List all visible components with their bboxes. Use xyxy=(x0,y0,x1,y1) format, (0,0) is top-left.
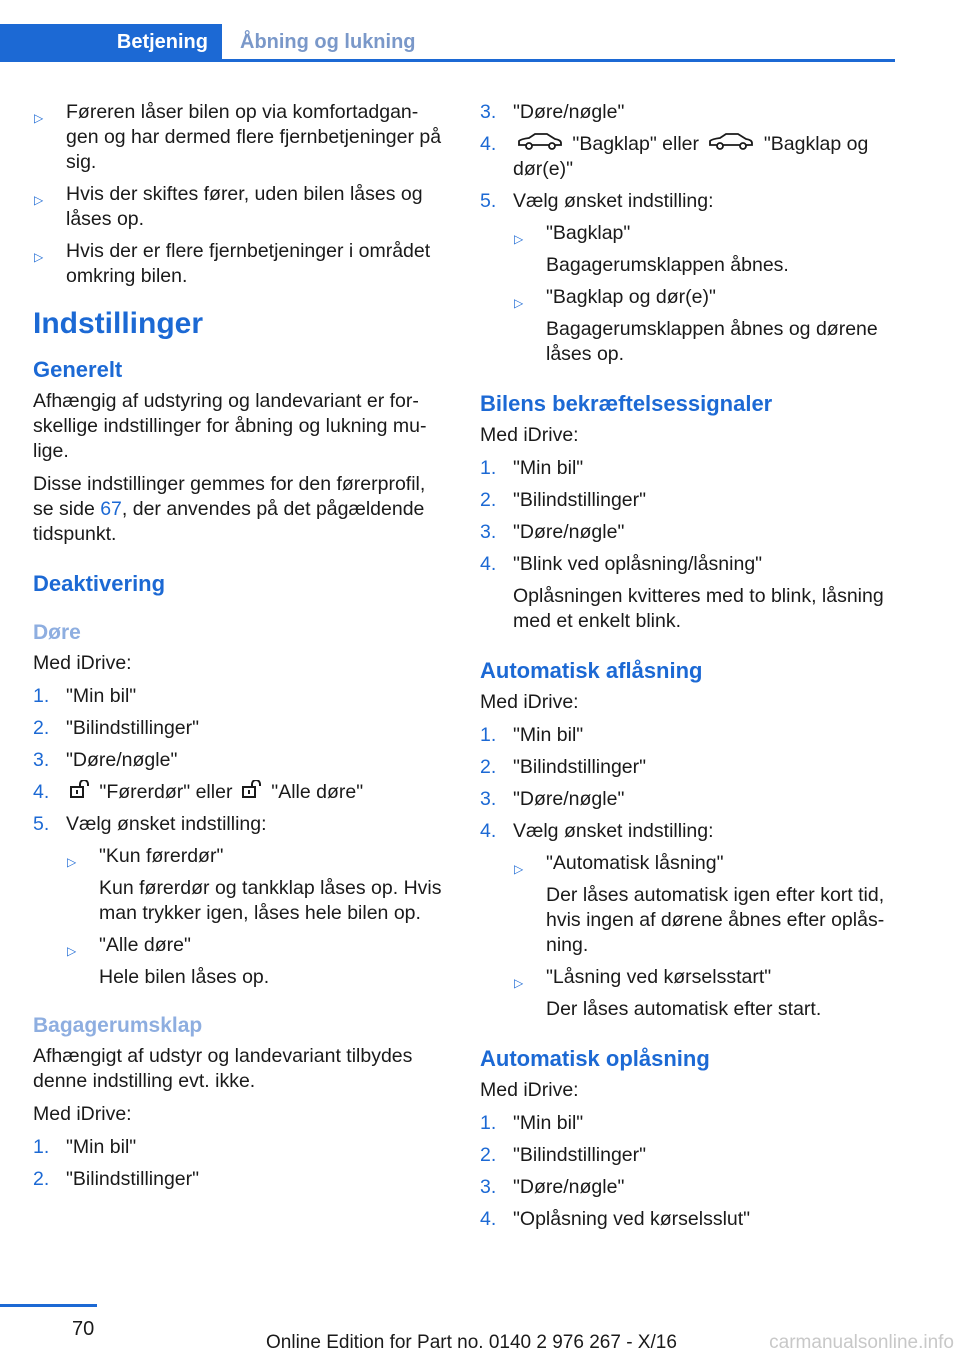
paragraph: Afhængigt af udstyr og landevariant tilbydes denne indstilling evt. ikke. xyxy=(33,1045,413,1093)
paragraph: Afhængig af udstyring og landevariant er for‐skellige indstillinger for åbning og lukning mu‐lige. xyxy=(33,390,427,462)
page-number: 70 xyxy=(72,1318,95,1340)
paragraph: Disse indstillinger gemmes for den førerprofil, se side 67, der anvendes på det pågældende tidspunkt. xyxy=(33,473,426,545)
page-link[interactable]: 67 xyxy=(100,498,122,520)
bullet-icon: ▷ xyxy=(514,232,524,247)
header-rule xyxy=(222,59,895,62)
list-item: 2. "Bilindstillinger" xyxy=(480,756,647,779)
subheading-automatisk-aflaasning: Automatisk aflåsning xyxy=(480,658,703,684)
list-item: 1. "Min bil" xyxy=(33,685,137,707)
option-item: ▷ "Alle døre" Hele bilen låses op. xyxy=(67,934,270,989)
list-item: 2. "Bilindstillinger" xyxy=(480,1144,647,1167)
bullet-icon: ▷ xyxy=(514,862,524,877)
section-label: Betjening xyxy=(116,31,208,53)
footer-rule xyxy=(0,1304,97,1307)
edition-note: Online Edition for Part no. 0140 2 976 267 - X/16 xyxy=(266,1332,677,1353)
lock-icon xyxy=(70,780,90,805)
paragraph: Med iDrive: xyxy=(480,1079,579,1102)
subheading-doere: Døre xyxy=(33,621,81,644)
steps-list xyxy=(480,723,900,1022)
subsection-label: Åbning og lukning xyxy=(240,31,416,53)
bullet-icon: ▷ xyxy=(34,111,44,125)
subheading-generelt: Generelt xyxy=(33,357,123,382)
list-item: 2. "Bilindstillinger" xyxy=(33,717,200,739)
list-item: 5. Vælg ønsket indstilling: ▷ "Kun førerdør" Kun førerdør og tankklap låses op. Hvis man trykker igen, låses hele bilen op. ▷ "Alle døre" Hele bilen låses op. xyxy=(33,812,448,990)
list-item: 3. "Døre/nøgle" xyxy=(480,788,625,811)
list-item: 4. "Førerdør" eller "Alle døre" xyxy=(33,780,448,805)
list-item: 3. "Døre/nøgle" xyxy=(480,101,625,123)
car-icon xyxy=(517,132,563,157)
watermark: carmanualsonline.info xyxy=(769,1332,954,1353)
list-item: 1. "Min bil" xyxy=(480,1112,584,1135)
bullet-icon: ▷ xyxy=(514,296,524,311)
paragraph: Med iDrive: xyxy=(480,424,579,447)
bullet-icon: ▷ xyxy=(34,193,44,207)
list-item: ▷ Hvis der skiftes fører, uden bilen låses og låses op. xyxy=(34,183,423,230)
steps-list xyxy=(33,684,448,990)
steps-list xyxy=(480,456,900,634)
list-item: 4. "Blink ved oplåsning/låsning" Oplåsningen kvitteres med to blink, låsning med et enkelt blink. xyxy=(480,553,884,633)
right-column xyxy=(480,100,900,1240)
list-item: 3. "Døre/nøgle" xyxy=(33,749,178,771)
list-item: ▷ Hvis der er flere fjernbetjeninger i området omkring bilen. xyxy=(34,240,431,287)
list-item: 5. Vælg ønsket indstilling: ▷ "Bagklap" Bagagerumsklappen åbnes. ▷ "Bagklap og dør(e)" Bagagerumsklappen åbnes og dørene låses op. xyxy=(480,189,900,367)
bullet-icon: ▷ xyxy=(514,976,524,991)
option-item: ▷ "Låsning ved kørselsstart" Der låses automatisk efter start. xyxy=(514,966,822,1021)
list-item: 4. Vælg ønsket indstilling: ▷ "Automatisk låsning" Der låses automatisk igen efter kort tid, hvis ingen af dørene åbnes efter oplås‐ning. ▷ "Låsning ved kørselsstart" Der låses automatisk efter start. xyxy=(480,819,900,1022)
list-item: 2. "Bilindstillinger" xyxy=(33,1168,200,1191)
option-item: ▷ "Bagklap" Bagagerumsklappen åbnes. xyxy=(514,222,789,277)
subheading-automatisk-oplaasning: Automatisk oplåsning xyxy=(480,1046,710,1072)
option-item: ▷ "Bagklap og dør(e)" Bagagerumsklappen åbnes og dørene låses op. xyxy=(514,286,878,366)
option-item: ▷ "Automatisk låsning" Der låses automatisk igen efter kort tid, hvis ingen af dørene åbnes efter oplås‐ning. xyxy=(514,852,885,957)
steps-list xyxy=(480,1111,900,1232)
list-item: 3. "Døre/nøgle" xyxy=(480,521,625,544)
subheading-bagagerumsklap: Bagagerumsklap xyxy=(33,1014,203,1038)
list-item: 1. "Min bil" xyxy=(480,724,584,747)
bullet-icon: ▷ xyxy=(34,250,44,264)
bullet-icon: ▷ xyxy=(67,944,77,959)
lock-icon xyxy=(242,780,262,805)
option-item: ▷ "Kun førerdør" Kun førerdør og tankklap låses op. Hvis man trykker igen, låses hele bilen op. xyxy=(67,845,442,925)
list-item: 1. "Min bil" xyxy=(33,1136,137,1159)
paragraph: Med iDrive: xyxy=(33,1103,132,1126)
steps-list xyxy=(33,1135,448,1192)
intro-bullet-list xyxy=(33,100,448,289)
subheading-bekraeftelsessignaler: Bilens bekræftelsessignaler xyxy=(480,391,773,417)
list-item: ▷ Føreren låser bilen op via komfortadgan‐gen og har dermed flere fjernbetjeninger på sig. xyxy=(34,101,442,173)
list-item: 2. "Bilindstillinger" xyxy=(480,489,647,512)
left-column xyxy=(33,100,448,1200)
bullet-icon: ▷ xyxy=(67,855,77,870)
paragraph: Med iDrive: xyxy=(480,691,579,714)
list-item: 4. "Bagklap" eller "Bagklap og dør(e)" xyxy=(480,133,869,181)
page-header xyxy=(0,24,895,62)
subheading-deaktivering: Deaktivering xyxy=(33,571,166,596)
list-item: 4. "Oplåsning ved kørselsslut" xyxy=(480,1208,751,1231)
list-item: 3. "Døre/nøgle" xyxy=(480,1176,625,1199)
section-tab xyxy=(0,24,222,62)
section-heading: Indstillinger xyxy=(33,307,204,340)
car-icon xyxy=(708,132,754,157)
list-item: 1. "Min bil" xyxy=(480,457,584,480)
steps-list xyxy=(480,100,900,367)
paragraph: Med iDrive: xyxy=(33,652,132,674)
